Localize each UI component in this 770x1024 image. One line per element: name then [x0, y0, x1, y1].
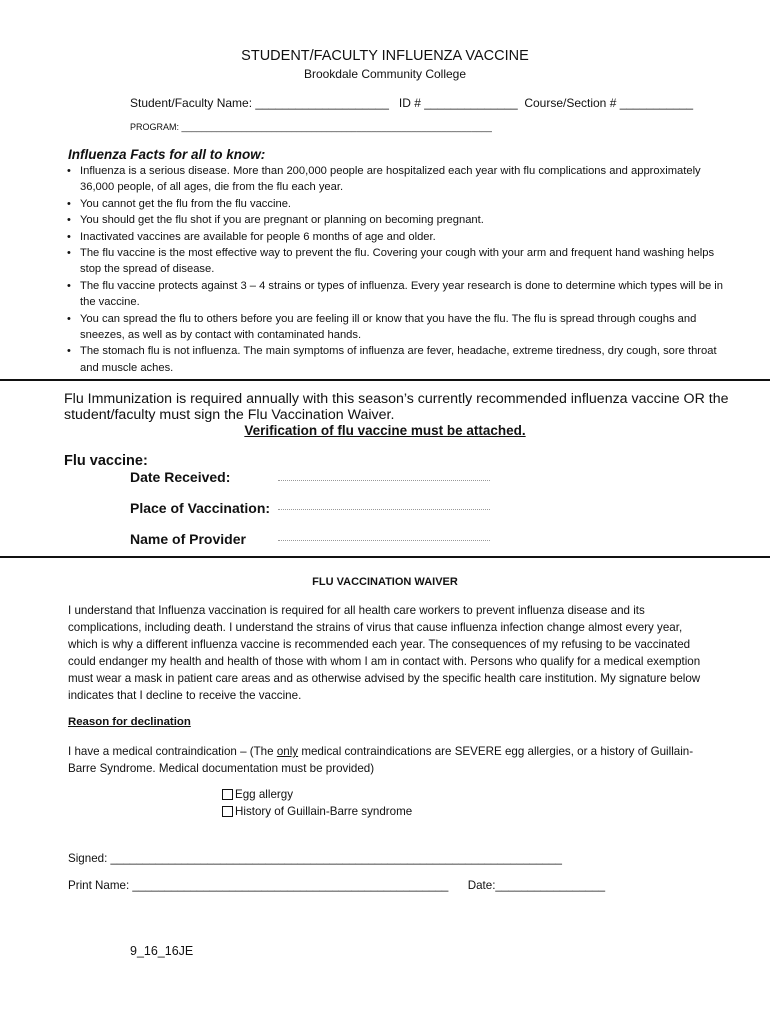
- name-id-course-line[interactable]: Student/Faculty Name: ____________________ ID # ______________ Course/Section # ___________: [130, 96, 694, 110]
- place-of-vaccination-field[interactable]: [278, 509, 490, 510]
- list-item: • The flu vaccine protects against 3 – 4 strains or types of influenza. Every year research is done to determine which types will be in the vaccine.: [80, 278, 730, 311]
- contra-text-end: medical contraindications are SEVERE egg allergies, or a history of Guillain-Barre Syndrome. Medical documentation must be provided): [68, 745, 694, 775]
- verification-note: Verification of flu vaccine must be attached.: [244, 423, 526, 438]
- section-divider-bottom: [0, 556, 770, 558]
- place-of-vaccination-label: Place of Vaccination:: [130, 500, 271, 516]
- provider-label: Name of Provider: [130, 531, 246, 547]
- waiver-paragraph: I understand that Influenza vaccination is required for all health care workers to prevent influenza disease and its complications, including death. I understand the strains of virus that cause influenza infection change almost every year, which is why a different influenza vaccine is recommended each year. The consequences of my refusing to be vaccinated could endanger my health and health of those with whom I am in contact with. Persons who qualify for a medical exemption must wear a mask in patient care areas and as otherwise advised by the specific health care institution. My signature below indicates that I decline to receive the vaccine.: [68, 604, 701, 702]
- list-item: • The flu vaccine is the most effective way to prevent the flu. Covering your cough with your arm and frequent hand washing helps stop the spread of disease.: [80, 245, 730, 278]
- gbs-label: History of Guillain-Barre syndrome: [235, 805, 413, 818]
- gbs-checkbox[interactable]: [222, 806, 233, 817]
- facts-heading: Influenza Facts for all to know:: [68, 147, 266, 162]
- reason-heading: Reason for declination: [68, 716, 191, 728]
- egg-allergy-option[interactable]: [222, 788, 293, 801]
- contra-text-only: only: [276, 745, 299, 758]
- section-divider-top: [0, 379, 770, 381]
- print-name-date-line[interactable]: Print Name: _________________________________________________ Date:_________________: [68, 879, 606, 892]
- gbs-option[interactable]: [222, 805, 412, 818]
- list-item: • You should get the flu shot if you are pregnant or planning on becoming pregnant.: [80, 212, 730, 228]
- date-received-field[interactable]: [278, 480, 490, 481]
- provider-field[interactable]: [278, 540, 490, 541]
- program-line[interactable]: PROGRAM: ______________________________________________________________: [130, 122, 492, 132]
- requirement-text: Flu Immunization is required annually with this season’s currently recommended influenza vaccine OR the student/faculty must sign the Flu Vaccination Waiver.: [64, 391, 729, 423]
- date-received-label: Date Received:: [130, 469, 231, 485]
- facts-list: [62, 163, 730, 376]
- waiver-heading: FLU VACCINATION WAIVER: [312, 576, 458, 588]
- list-item: • You can spread the flu to others before you are feeling ill or know that you have the flu. The flu is spread through coughs and sneezes, as well as by contact with contaminated hands.: [80, 311, 730, 344]
- egg-allergy-checkbox[interactable]: [222, 789, 233, 800]
- list-item: • The stomach flu is not influenza. The main symptoms of influenza are fever, headache, extreme tiredness, dry cough, sore throat and muscle aches.: [80, 343, 730, 376]
- form-version-code: 9_16_16JE: [130, 944, 194, 958]
- egg-allergy-label: Egg allergy: [235, 788, 294, 801]
- college-name: Brookdale Community College: [303, 67, 467, 81]
- flu-vaccine-heading: Flu vaccine:: [64, 453, 148, 469]
- signed-line[interactable]: Signed: ______________________________________________________________________: [68, 852, 562, 865]
- list-item: • Influenza is a serious disease. More than 200,000 people are hospitalized each year with flu complications and approximately 36,000 people, of all ages, die from the flu each year.: [80, 163, 730, 196]
- list-item: • Inactivated vaccines are available for people 6 months of age and older.: [80, 229, 730, 245]
- form-title: STUDENT/FACULTY INFLUENZA VACCINE: [241, 48, 529, 64]
- contraindication-text: [68, 743, 708, 777]
- contra-text-start: I have a medical contraindication – (The: [68, 745, 277, 758]
- list-item: • You cannot get the flu from the flu vaccine.: [80, 196, 730, 212]
